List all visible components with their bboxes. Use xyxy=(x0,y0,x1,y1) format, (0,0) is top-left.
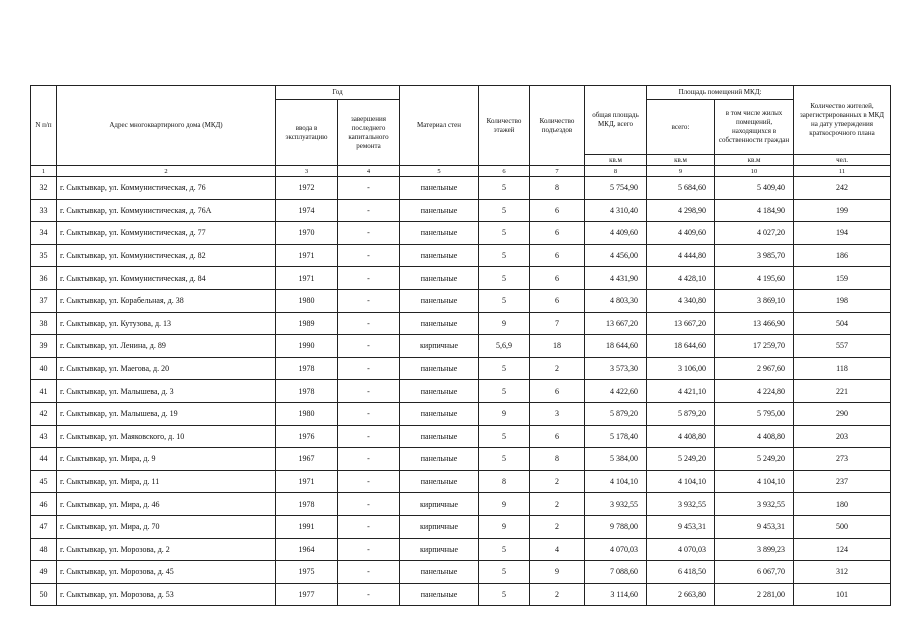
total-area-cell: 7 088,60 xyxy=(585,561,647,584)
area-owned-cell: 6 067,70 xyxy=(715,561,794,584)
column-number: 11 xyxy=(794,166,891,177)
residents-cell: 203 xyxy=(794,425,891,448)
area-owned-cell: 2 967,60 xyxy=(715,357,794,380)
col-header-residents: Количество жителей, зарегистрированных в МКД на дату утверждения краткосрочного плана xyxy=(794,86,891,155)
area-owned-cell: 4 104,10 xyxy=(715,470,794,493)
area-all-cell: 2 663,80 xyxy=(647,583,715,606)
entrances-cell: 2 xyxy=(530,515,585,538)
total-area-cell: 3 114,60 xyxy=(585,583,647,606)
residents-cell: 221 xyxy=(794,380,891,403)
wall-material-cell: панельные xyxy=(400,222,479,245)
header-row-1 xyxy=(31,86,891,100)
area-all-cell: 18 644,60 xyxy=(647,335,715,358)
wall-material-cell: панельные xyxy=(400,199,479,222)
total-area-cell: 13 667,20 xyxy=(585,312,647,335)
unit-label: чел. xyxy=(794,155,891,166)
row-number: 35 xyxy=(31,244,57,267)
year-cell: 1978 xyxy=(276,380,338,403)
year-cell: 1978 xyxy=(276,493,338,516)
residents-cell: 199 xyxy=(794,199,891,222)
row-number: 48 xyxy=(31,538,57,561)
area-owned-cell: 4 184,90 xyxy=(715,199,794,222)
col-header-area-group: Площадь помещений МКД: xyxy=(647,86,794,100)
address-cell: г. Сыктывкар, ул. Морозова, д. 53 xyxy=(57,583,276,606)
table-row xyxy=(31,493,891,516)
repair-year-cell: - xyxy=(338,470,400,493)
residents-cell: 186 xyxy=(794,244,891,267)
wall-material-cell: панельные xyxy=(400,357,479,380)
total-area-cell: 3 932,55 xyxy=(585,493,647,516)
area-owned-cell: 4 027,20 xyxy=(715,222,794,245)
residents-cell: 312 xyxy=(794,561,891,584)
row-number: 41 xyxy=(31,380,57,403)
table-body xyxy=(31,177,891,606)
entrances-cell: 2 xyxy=(530,470,585,493)
housing-table xyxy=(30,85,891,606)
year-cell: 1989 xyxy=(276,312,338,335)
column-number: 3 xyxy=(276,166,338,177)
table-row xyxy=(31,357,891,380)
row-number: 33 xyxy=(31,199,57,222)
year-cell: 1990 xyxy=(276,335,338,358)
entrances-cell: 6 xyxy=(530,267,585,290)
row-number: 47 xyxy=(31,515,57,538)
table-row xyxy=(31,515,891,538)
area-owned-cell: 5 409,40 xyxy=(715,177,794,200)
row-number: 36 xyxy=(31,267,57,290)
entrances-cell: 6 xyxy=(530,244,585,267)
wall-material-cell: панельные xyxy=(400,267,479,290)
column-number: 4 xyxy=(338,166,400,177)
address-cell: г. Сыктывкар, ул. Коммунистическая, д. 77 xyxy=(57,222,276,245)
floors-cell: 8 xyxy=(479,470,530,493)
entrances-cell: 18 xyxy=(530,335,585,358)
table-row xyxy=(31,448,891,471)
year-cell: 1978 xyxy=(276,357,338,380)
entrances-cell: 3 xyxy=(530,402,585,425)
table-row xyxy=(31,583,891,606)
repair-year-cell: - xyxy=(338,222,400,245)
entrances-cell: 2 xyxy=(530,583,585,606)
column-number: 1 xyxy=(31,166,57,177)
col-header-year-commission: ввода в эксплуатацию xyxy=(276,100,338,166)
total-area-cell: 4 431,90 xyxy=(585,267,647,290)
area-all-cell: 13 667,20 xyxy=(647,312,715,335)
row-number: 43 xyxy=(31,425,57,448)
entrances-cell: 6 xyxy=(530,222,585,245)
wall-material-cell: кирпичные xyxy=(400,493,479,516)
address-cell: г. Сыктывкар, ул. Коммунистическая, д. 76А xyxy=(57,199,276,222)
address-cell: г. Сыктывкар, ул. Кутузова, д. 13 xyxy=(57,312,276,335)
floors-cell: 5 xyxy=(479,538,530,561)
area-all-cell: 4 070,03 xyxy=(647,538,715,561)
address-cell: г. Сыктывкар, ул. Малышева, д. 3 xyxy=(57,380,276,403)
repair-year-cell: - xyxy=(338,312,400,335)
table-row xyxy=(31,470,891,493)
address-cell: г. Сыктывкар, ул. Мира, д. 46 xyxy=(57,493,276,516)
wall-material-cell: панельные xyxy=(400,583,479,606)
repair-year-cell: - xyxy=(338,267,400,290)
wall-material-cell: панельные xyxy=(400,312,479,335)
area-all-cell: 4 340,80 xyxy=(647,289,715,312)
area-all-cell: 4 444,80 xyxy=(647,244,715,267)
entrances-cell: 2 xyxy=(530,493,585,516)
table-row xyxy=(31,538,891,561)
wall-material-cell: кирпичные xyxy=(400,335,479,358)
area-owned-cell: 17 259,70 xyxy=(715,335,794,358)
wall-material-cell: панельные xyxy=(400,177,479,200)
row-number: 46 xyxy=(31,493,57,516)
residents-cell: 180 xyxy=(794,493,891,516)
floors-cell: 9 xyxy=(479,312,530,335)
entrances-cell: 2 xyxy=(530,357,585,380)
col-header-num: N п/п xyxy=(31,86,57,166)
repair-year-cell: - xyxy=(338,402,400,425)
residents-cell: 290 xyxy=(794,402,891,425)
floors-cell: 5 xyxy=(479,425,530,448)
repair-year-cell: - xyxy=(338,244,400,267)
row-number: 38 xyxy=(31,312,57,335)
col-header-year-repair: завершения последнего капитального ремонта xyxy=(338,100,400,166)
entrances-cell: 4 xyxy=(530,538,585,561)
year-cell: 1967 xyxy=(276,448,338,471)
repair-year-cell: - xyxy=(338,515,400,538)
column-number: 10 xyxy=(715,166,794,177)
area-all-cell: 5 879,20 xyxy=(647,402,715,425)
total-area-cell: 4 104,10 xyxy=(585,470,647,493)
wall-material-cell: панельные xyxy=(400,448,479,471)
year-cell: 1980 xyxy=(276,402,338,425)
residents-cell: 198 xyxy=(794,289,891,312)
area-all-cell: 4 408,80 xyxy=(647,425,715,448)
floors-cell: 9 xyxy=(479,402,530,425)
floors-cell: 9 xyxy=(479,493,530,516)
table-row xyxy=(31,312,891,335)
floors-cell: 5 xyxy=(479,199,530,222)
year-cell: 1964 xyxy=(276,538,338,561)
repair-year-cell: - xyxy=(338,448,400,471)
entrances-cell: 8 xyxy=(530,448,585,471)
year-cell: 1977 xyxy=(276,583,338,606)
repair-year-cell: - xyxy=(338,199,400,222)
wall-material-cell: панельные xyxy=(400,380,479,403)
area-all-cell: 9 453,31 xyxy=(647,515,715,538)
area-all-cell: 4 298,90 xyxy=(647,199,715,222)
row-number: 44 xyxy=(31,448,57,471)
address-cell: г. Сыктывкар, ул. Корабельная, д. 38 xyxy=(57,289,276,312)
col-header-floors: Количество этажей xyxy=(479,86,530,166)
residents-cell: 242 xyxy=(794,177,891,200)
unit-label: кв.м xyxy=(715,155,794,166)
row-number: 40 xyxy=(31,357,57,380)
column-number: 5 xyxy=(400,166,479,177)
address-cell: г. Сыктывкар, ул. Малышева, д. 19 xyxy=(57,402,276,425)
year-cell: 1971 xyxy=(276,267,338,290)
wall-material-cell: панельные xyxy=(400,289,479,312)
row-number: 32 xyxy=(31,177,57,200)
row-number: 37 xyxy=(31,289,57,312)
year-cell: 1976 xyxy=(276,425,338,448)
year-cell: 1980 xyxy=(276,289,338,312)
repair-year-cell: - xyxy=(338,425,400,448)
floors-cell: 5 xyxy=(479,267,530,290)
area-all-cell: 5 249,20 xyxy=(647,448,715,471)
repair-year-cell: - xyxy=(338,289,400,312)
repair-year-cell: - xyxy=(338,357,400,380)
floors-cell: 5 xyxy=(479,357,530,380)
col-header-total-area: общая площадь МКД, всего xyxy=(585,86,647,155)
column-number: 2 xyxy=(57,166,276,177)
table-row xyxy=(31,199,891,222)
residents-cell: 101 xyxy=(794,583,891,606)
floors-cell: 5,6,9 xyxy=(479,335,530,358)
row-number: 49 xyxy=(31,561,57,584)
area-owned-cell: 2 281,00 xyxy=(715,583,794,606)
floors-cell: 5 xyxy=(479,289,530,312)
row-number: 50 xyxy=(31,583,57,606)
area-owned-cell: 5 249,20 xyxy=(715,448,794,471)
area-owned-cell: 4 224,80 xyxy=(715,380,794,403)
floors-cell: 5 xyxy=(479,448,530,471)
year-cell: 1975 xyxy=(276,561,338,584)
floors-cell: 5 xyxy=(479,583,530,606)
repair-year-cell: - xyxy=(338,380,400,403)
floors-cell: 9 xyxy=(479,515,530,538)
column-number: 6 xyxy=(479,166,530,177)
address-cell: г. Сыктывкар, ул. Маегова, д. 20 xyxy=(57,357,276,380)
col-header-entrances: Количество подъездов xyxy=(530,86,585,166)
residents-cell: 194 xyxy=(794,222,891,245)
year-cell: 1971 xyxy=(276,470,338,493)
entrances-cell: 8 xyxy=(530,177,585,200)
address-cell: г. Сыктывкар, ул. Мира, д. 11 xyxy=(57,470,276,493)
col-header-wall: Материал стен xyxy=(400,86,479,166)
wall-material-cell: панельные xyxy=(400,244,479,267)
total-area-cell: 4 456,00 xyxy=(585,244,647,267)
area-all-cell: 4 104,10 xyxy=(647,470,715,493)
table-row xyxy=(31,425,891,448)
wall-material-cell: панельные xyxy=(400,561,479,584)
table-row xyxy=(31,177,891,200)
area-all-cell: 3 106,00 xyxy=(647,357,715,380)
repair-year-cell: - xyxy=(338,493,400,516)
residents-cell: 237 xyxy=(794,470,891,493)
total-area-cell: 5 384,00 xyxy=(585,448,647,471)
entrances-cell: 9 xyxy=(530,561,585,584)
address-cell: г. Сыктывкар, ул. Морозова, д. 2 xyxy=(57,538,276,561)
address-cell: г. Сыктывкар, ул. Коммунистическая, д. 84 xyxy=(57,267,276,290)
address-cell: г. Сыктывкар, ул. Маяковского, д. 10 xyxy=(57,425,276,448)
total-area-cell: 3 573,30 xyxy=(585,357,647,380)
wall-material-cell: панельные xyxy=(400,402,479,425)
total-area-cell: 4 409,60 xyxy=(585,222,647,245)
area-owned-cell: 4 408,80 xyxy=(715,425,794,448)
entrances-cell: 6 xyxy=(530,199,585,222)
row-number: 34 xyxy=(31,222,57,245)
residents-cell: 159 xyxy=(794,267,891,290)
residents-cell: 118 xyxy=(794,357,891,380)
year-cell: 1970 xyxy=(276,222,338,245)
area-owned-cell: 5 795,00 xyxy=(715,402,794,425)
area-all-cell: 3 932,55 xyxy=(647,493,715,516)
wall-material-cell: панельные xyxy=(400,425,479,448)
table-row xyxy=(31,561,891,584)
year-cell: 1971 xyxy=(276,244,338,267)
repair-year-cell: - xyxy=(338,538,400,561)
area-owned-cell: 3 932,55 xyxy=(715,493,794,516)
repair-year-cell: - xyxy=(338,583,400,606)
wall-material-cell: панельные xyxy=(400,470,479,493)
repair-year-cell: - xyxy=(338,177,400,200)
table-row xyxy=(31,244,891,267)
wall-material-cell: кирпичные xyxy=(400,538,479,561)
total-area-cell: 4 803,30 xyxy=(585,289,647,312)
area-owned-cell: 3 899,23 xyxy=(715,538,794,561)
residents-cell: 124 xyxy=(794,538,891,561)
area-owned-cell: 3 869,10 xyxy=(715,289,794,312)
row-number: 39 xyxy=(31,335,57,358)
column-number: 7 xyxy=(530,166,585,177)
area-all-cell: 4 409,60 xyxy=(647,222,715,245)
col-header-area-owned: в том числе жилых помещений, находящихся в собственности граждан xyxy=(715,100,794,155)
floors-cell: 5 xyxy=(479,380,530,403)
table-row xyxy=(31,267,891,290)
address-cell: г. Сыктывкар, ул. Ленина, д. 89 xyxy=(57,335,276,358)
table-row xyxy=(31,380,891,403)
row-number: 42 xyxy=(31,402,57,425)
table-row xyxy=(31,335,891,358)
wall-material-cell: кирпичные xyxy=(400,515,479,538)
unit-label: кв.м xyxy=(647,155,715,166)
area-owned-cell: 9 453,31 xyxy=(715,515,794,538)
floors-cell: 5 xyxy=(479,244,530,267)
unit-label: кв.м xyxy=(585,155,647,166)
entrances-cell: 6 xyxy=(530,289,585,312)
area-all-cell: 4 421,10 xyxy=(647,380,715,403)
floors-cell: 5 xyxy=(479,561,530,584)
col-header-year-group: Год xyxy=(276,86,400,100)
repair-year-cell: - xyxy=(338,335,400,358)
area-owned-cell: 3 985,70 xyxy=(715,244,794,267)
entrances-cell: 6 xyxy=(530,425,585,448)
total-area-cell: 4 070,03 xyxy=(585,538,647,561)
total-area-cell: 5 178,40 xyxy=(585,425,647,448)
entrances-cell: 6 xyxy=(530,380,585,403)
residents-cell: 500 xyxy=(794,515,891,538)
column-number: 8 xyxy=(585,166,647,177)
table-row xyxy=(31,289,891,312)
total-area-cell: 5 879,20 xyxy=(585,402,647,425)
column-number: 9 xyxy=(647,166,715,177)
column-number-row xyxy=(31,166,891,177)
residents-cell: 504 xyxy=(794,312,891,335)
row-number: 45 xyxy=(31,470,57,493)
table-row xyxy=(31,222,891,245)
area-owned-cell: 13 466,90 xyxy=(715,312,794,335)
address-cell: г. Сыктывкар, ул. Мира, д. 9 xyxy=(57,448,276,471)
address-cell: г. Сыктывкар, ул. Морозова, д. 45 xyxy=(57,561,276,584)
address-cell: г. Сыктывкар, ул. Мира, д. 70 xyxy=(57,515,276,538)
floors-cell: 5 xyxy=(479,222,530,245)
residents-cell: 557 xyxy=(794,335,891,358)
floors-cell: 5 xyxy=(479,177,530,200)
residents-cell: 273 xyxy=(794,448,891,471)
area-all-cell: 6 418,50 xyxy=(647,561,715,584)
col-header-address: Адрес многоквартирного дома (МКД) xyxy=(57,86,276,166)
table-row xyxy=(31,402,891,425)
col-header-area-all: всего: xyxy=(647,100,715,155)
total-area-cell: 18 644,60 xyxy=(585,335,647,358)
address-cell: г. Сыктывкар, ул. Коммунистическая, д. 76 xyxy=(57,177,276,200)
year-cell: 1972 xyxy=(276,177,338,200)
year-cell: 1974 xyxy=(276,199,338,222)
total-area-cell: 4 310,40 xyxy=(585,199,647,222)
year-cell: 1991 xyxy=(276,515,338,538)
entrances-cell: 7 xyxy=(530,312,585,335)
total-area-cell: 4 422,60 xyxy=(585,380,647,403)
area-all-cell: 4 428,10 xyxy=(647,267,715,290)
area-all-cell: 5 684,60 xyxy=(647,177,715,200)
total-area-cell: 5 754,90 xyxy=(585,177,647,200)
total-area-cell: 9 788,00 xyxy=(585,515,647,538)
repair-year-cell: - xyxy=(338,561,400,584)
area-owned-cell: 4 195,60 xyxy=(715,267,794,290)
address-cell: г. Сыктывкар, ул. Коммунистическая, д. 82 xyxy=(57,244,276,267)
